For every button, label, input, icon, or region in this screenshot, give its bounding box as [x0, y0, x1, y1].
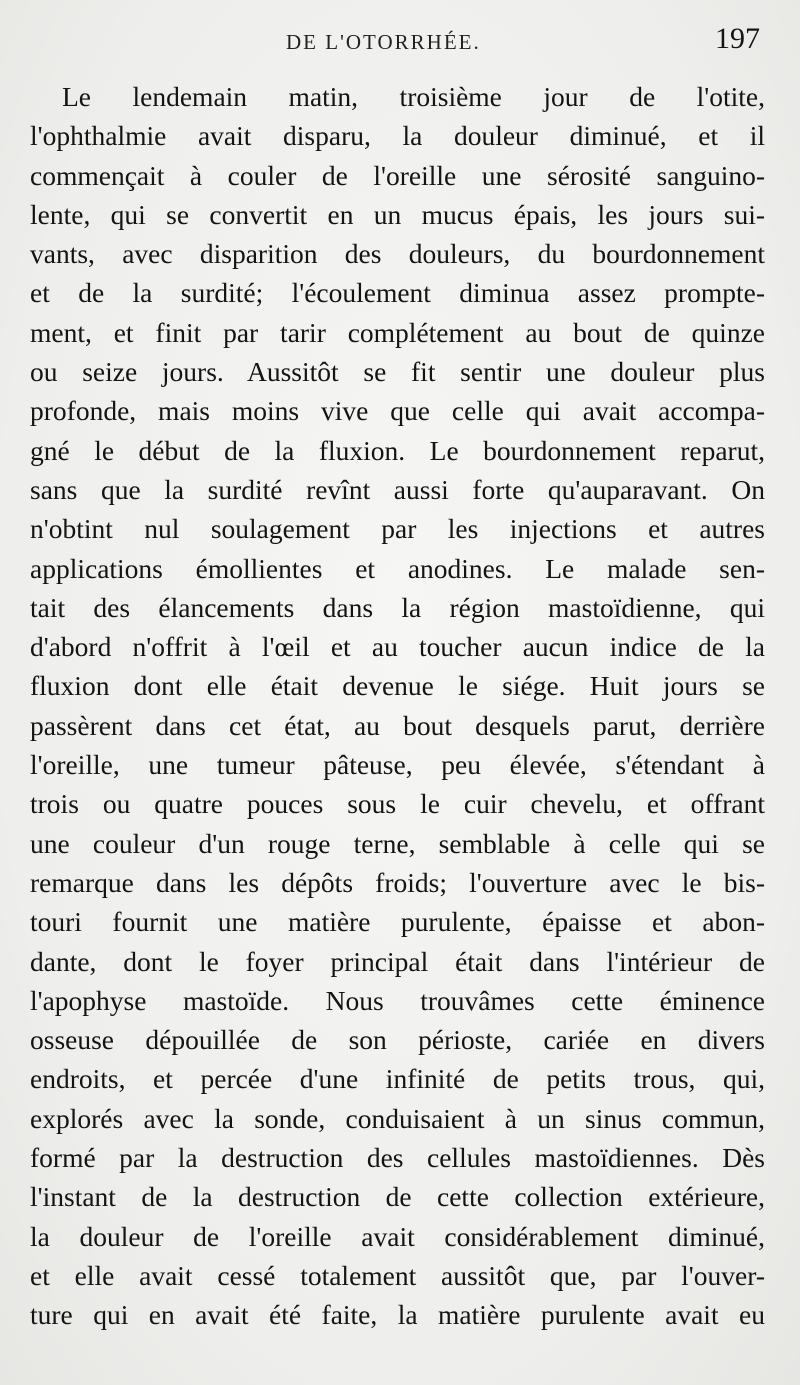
- text-line: gné le début de la fluxion. Le bourdonnement reparut,: [30, 434, 765, 466]
- text-line: endroits, et percée d'une infinité de petits trous, qui,: [30, 1063, 765, 1095]
- text-line: passèrent dans cet état, au bout desquels parut, derrière: [30, 709, 765, 741]
- text-line: ture qui en avait été faite, la matière purulente avait eu: [30, 1299, 765, 1331]
- text-line: la douleur de l'oreille avait considérablement diminué,: [30, 1220, 765, 1252]
- text-line: une couleur d'un rouge terne, semblable à celle qui se: [30, 827, 765, 859]
- text-line: l'instant de la destruction de cette collection extérieure,: [30, 1181, 765, 1213]
- text-line: et elle avait cessé totalement aussitôt que, par l'ouver-: [30, 1259, 765, 1291]
- text-line: trois ou quatre pouces sous le cuir chevelu, et offrant: [30, 788, 765, 820]
- page-number: 197: [715, 22, 760, 55]
- text-line: ou seize jours. Aussitôt se fit sentir une douleur plus: [30, 356, 765, 388]
- running-head: DE L'OTORRHÉE.: [286, 30, 481, 54]
- text-line: applications émollientes et anodines. Le malade sen-: [30, 552, 765, 584]
- text-line: lente, qui se convertit en un mucus épais, les jours sui-: [30, 198, 765, 230]
- text-line: n'obtint nul soulagement par les injections et autres: [30, 513, 765, 545]
- text-line: l'oreille, une tumeur pâteuse, peu élevée, s'étendant à: [30, 749, 765, 781]
- text-line: remarque dans les dépôts froids; l'ouverture avec le bis-: [30, 866, 765, 898]
- text-line: ment, et finit par tarir complétement au bout de quinze: [30, 316, 765, 348]
- text-line: d'abord n'offrit à l'œil et au toucher aucun indice de la: [30, 631, 765, 663]
- text-line: touri fournit une matière purulente, épaisse et abon-: [30, 906, 765, 938]
- text-line: commençait à couler de l'oreille une sérosité sanguino-: [30, 159, 765, 191]
- text-line: fluxion dont elle était devenue le siége. Huit jours se: [30, 670, 765, 702]
- text-line: explorés avec la sonde, conduisaient à un sinus commun,: [30, 1102, 765, 1134]
- text-line: sans que la surdité revînt aussi forte qu'auparavant. On: [30, 473, 765, 505]
- text-line: l'apophyse mastoïde. Nous trouvâmes cette éminence: [30, 984, 765, 1016]
- text-line: osseuse dépouillée de son périoste, cariée en divers: [30, 1024, 765, 1056]
- body-text: [30, 77, 765, 1335]
- text-line: formé par la destruction des cellules mastoïdiennes. Dès: [30, 1142, 765, 1174]
- text-line: et de la surdité; l'écoulement diminua assez prompte-: [30, 277, 765, 309]
- text-line: profonde, mais moins vive que celle qui avait accompa-: [30, 395, 765, 427]
- text-line: Le lendemain matin, troisième jour de l'otite,: [62, 81, 765, 112]
- text-line: tait des élancements dans la région mastoïdienne, qui: [30, 591, 765, 623]
- text-line: dante, dont le foyer principal était dans l'intérieur de: [30, 945, 765, 977]
- text-line: l'ophthalmie avait disparu, la douleur diminué, et il: [30, 120, 765, 152]
- text-line: vants, avec disparition des douleurs, du bourdonnement: [30, 238, 765, 270]
